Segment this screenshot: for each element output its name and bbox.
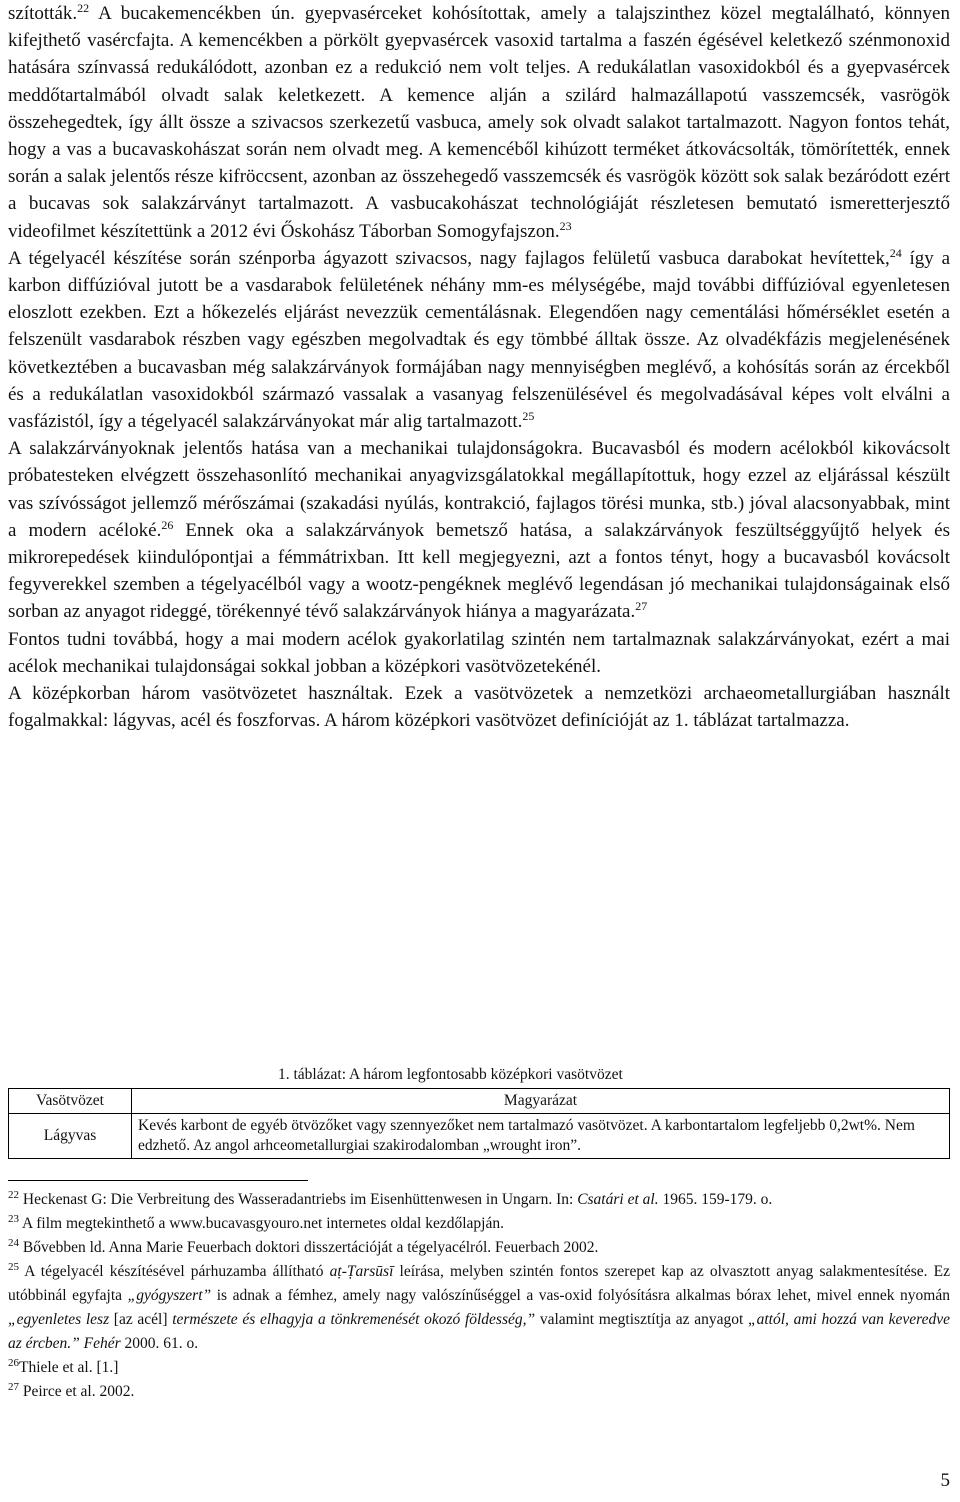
column-header-alloy: Vasötvözet [9, 1089, 132, 1114]
footnote-ref-23[interactable]: 23 [559, 218, 572, 233]
footnote-23: $^{23}$ A film megtekinthető a www.bucavasgyouro.net internetes oldal kezdőlapján. [8, 1213, 504, 1232]
footnote-25: $^{25}$ A tégelyacél készítésével párhuzamba állítható aṭ-Ṭarsūsī leírása, melyben szintén fontos szerepet kap az olvasztott anyag salakmentesítése. Ez utóbbinál egyfajta „gyógyszert” is adnak a fémhez, amely nagy valószínűséggel a vas-oxid folyósításra alkalmas bórax lehet, mivel ennek nyomán „egyenletes lesz [az acél] természete és elhagyja a tönkremenését okozó földesség,” valamint megtisztítja az anyagot „attól, ami hozzá van keveredve az ércben.” Fehér 2000. 61. o. [8, 1261, 950, 1352]
paragraph-4: Fontos tudni továbbá, hogy a mai modern acélok gyakorlatilag szintén nem tartalmaznak salakzárványokat, ezért a mai acélok mechanikai tulajdonságai sokkal jobban a középkori vasötvözetekénél. [8, 628, 950, 677]
paragraph-3: A salakzárványoknak jelentős hatása van a mechanikai tulajdonságokra. Bucavasból és modern acélokból kikovácsolt próbatesteken elvégzett összehasonlító mechanikai anyagvizsgálatokkal megállapítottuk, hogy ezzel az eljárással készült vas szívósságot jellemző mérőszámai (szakadási nyúlás, kontrakció, fajlagos törési munka, stb.) jóval alacsonyabbak, mint a modern acéloké.$^{26}$ Ennek oka a salakzárványok bemetsző hatása, a salakzárványok feszültséggyűjtő helyek és mikrorepedések kiindulópontjai a fémmátrixban. Itt kell megjegyezni, azt a fontos tényt, hogy a bucavasból kovácsolt fegyverekkel szemben a tégelyacélból vagy a wootz-pengéknek meglévő legendásan jó mechanikai tulajdonságainak első sorban az anyagot rideggé, törékennyé tévő salakzárványok hiánya a magyarázata.$^{27}$ [8, 438, 950, 623]
body-text [8, 0, 950, 734]
footnote-ref-24[interactable]: 24 [889, 245, 902, 260]
table-row [9, 1114, 950, 1159]
footnote-ref-25[interactable]: 25 [522, 409, 535, 424]
alloy-table [8, 1088, 950, 1159]
column-header-explanation: Magyarázat [132, 1089, 950, 1114]
footnote-ref-27[interactable]: 27 [635, 599, 648, 614]
footnote-24: $^{24}$ Bővebben ld. Anna Marie Feuerbach doktori disszertációját a tégelyacélról. Feuerbach 2002. [8, 1237, 599, 1256]
footnote-ref-22[interactable]: 22 [77, 1, 90, 15]
table-cell-explanation: Kevés karbont de egyéb ötvözőket vagy szennyezőket nem tartalmazó vasötvözet. A karbontartalom legfeljebb 0,2wt%. Nem edzhető. Az angol arhceometallurgiai szakirodalomban „wrought iron”. [132, 1114, 950, 1159]
footnotes [8, 1188, 950, 1404]
footnote-27: $^{27}$ Peirce et al. 2002. [8, 1381, 135, 1400]
table-header-row [9, 1089, 950, 1114]
footnote-26: $^{26}$Thiele et al. [1.] [8, 1357, 119, 1376]
paragraph-5: A középkorban három vasötvözetet használtak. Ezek a vasötvözetek a nemzetközi archaeometallurgiában használt fogalmakkal: lágyvas, acél és foszforvas. A három középkori vasötvözet definícióját az 1. táblázat tartalmazza. [8, 683, 950, 732]
table-cell-alloy: Lágyvas [9, 1114, 132, 1159]
page-content [8, 0, 950, 734]
table-caption: 1. táblázat: A három legfontosabb középkori vasötvözet [278, 1066, 623, 1083]
footnote-divider [8, 1180, 308, 1181]
page-number: 5 [940, 1470, 950, 1491]
paragraph-1: szították.$^{22}$ A bucakemencékben ún. gyepvasérceket kohósítottak, amely a talajszinthez közel megtalálható, könnyen kifejthető vasércfajta. A kemencékben a pörkölt gyepvasércek vasoxid tartalma a faszén égésével keletkező szénmonoxid hatására színvassá redukálódott, azonban ez a redukció nem volt teljes. A redukálatlan vasoxidokból és a gyepvasércek meddőtartalmából olvadt salak keletkezett. A kemence alján a szilárd halmazállapotú vasszemcsék, vasrögök összehegedtek, így állt össze a szivacsos szerkezetű vasbuca, amely sok olvadt salakot tartalmazott. Nagyon fontos tehát, hogy a vas a bucavaskohászat során nem olvadt meg. A kemencéből kihúzott terméket átkovácsolták, tömörítették, ennek során a salak jelentős része kifröccsent, azonban az összehegedő vasszemcsék és vasrögök között sok salak bezáródott ezért a bucavas sok salakzárványt tartalmazott. A vasbucakohászat technológiáját részletesen bemutató ismeretterjesztő videofilmet készítettünk a 2012 évi Őskohász Táborban Somogyfajszon.$^{23}$ [8, 1, 950, 242]
footnote-22: $^{22}$ Heckenast G: Die Verbreitung des Wasseradantriebs im Eisenhüttenwesen in Ungarn. In: Csatári et al. 1965. 159-179. o. [8, 1189, 773, 1208]
paragraph-2: A tégelyacél készítése során szénporba ágyazott szivacsos, nagy fajlagos felületű vasbuca darabokat hevítettek,$^{24}$ így a karbon diffúzióval jutott be a vasdarabok felületének néhány mm-es mélységébe, majd további diffúzióval egyenletesen eloszlott ezekben. Ezt a hőkezelés eljárást nevezzük cementálásnak. Elegendően nagy cementálási hőmérséklet esetén a felszenült vasdarabok részben vagy egészben megolvadtak és egy tömbbé álltak össze. Az olvadékfázis megjelenésének következtében a bucavasban még salakzárványok formájában nagy mennyiségben meglévő, a kohósítás során az ércekből és a redukálatlan vasoxidokból származó vassalak a vasanyag felszenülésével és megolvadásával képes volt elválni a vasfázistól, így a tégelyacél salakzárványokat már alig tartalmazott.$^{25}$ [8, 245, 951, 433]
footnote-ref-26[interactable]: 26 [161, 517, 174, 532]
